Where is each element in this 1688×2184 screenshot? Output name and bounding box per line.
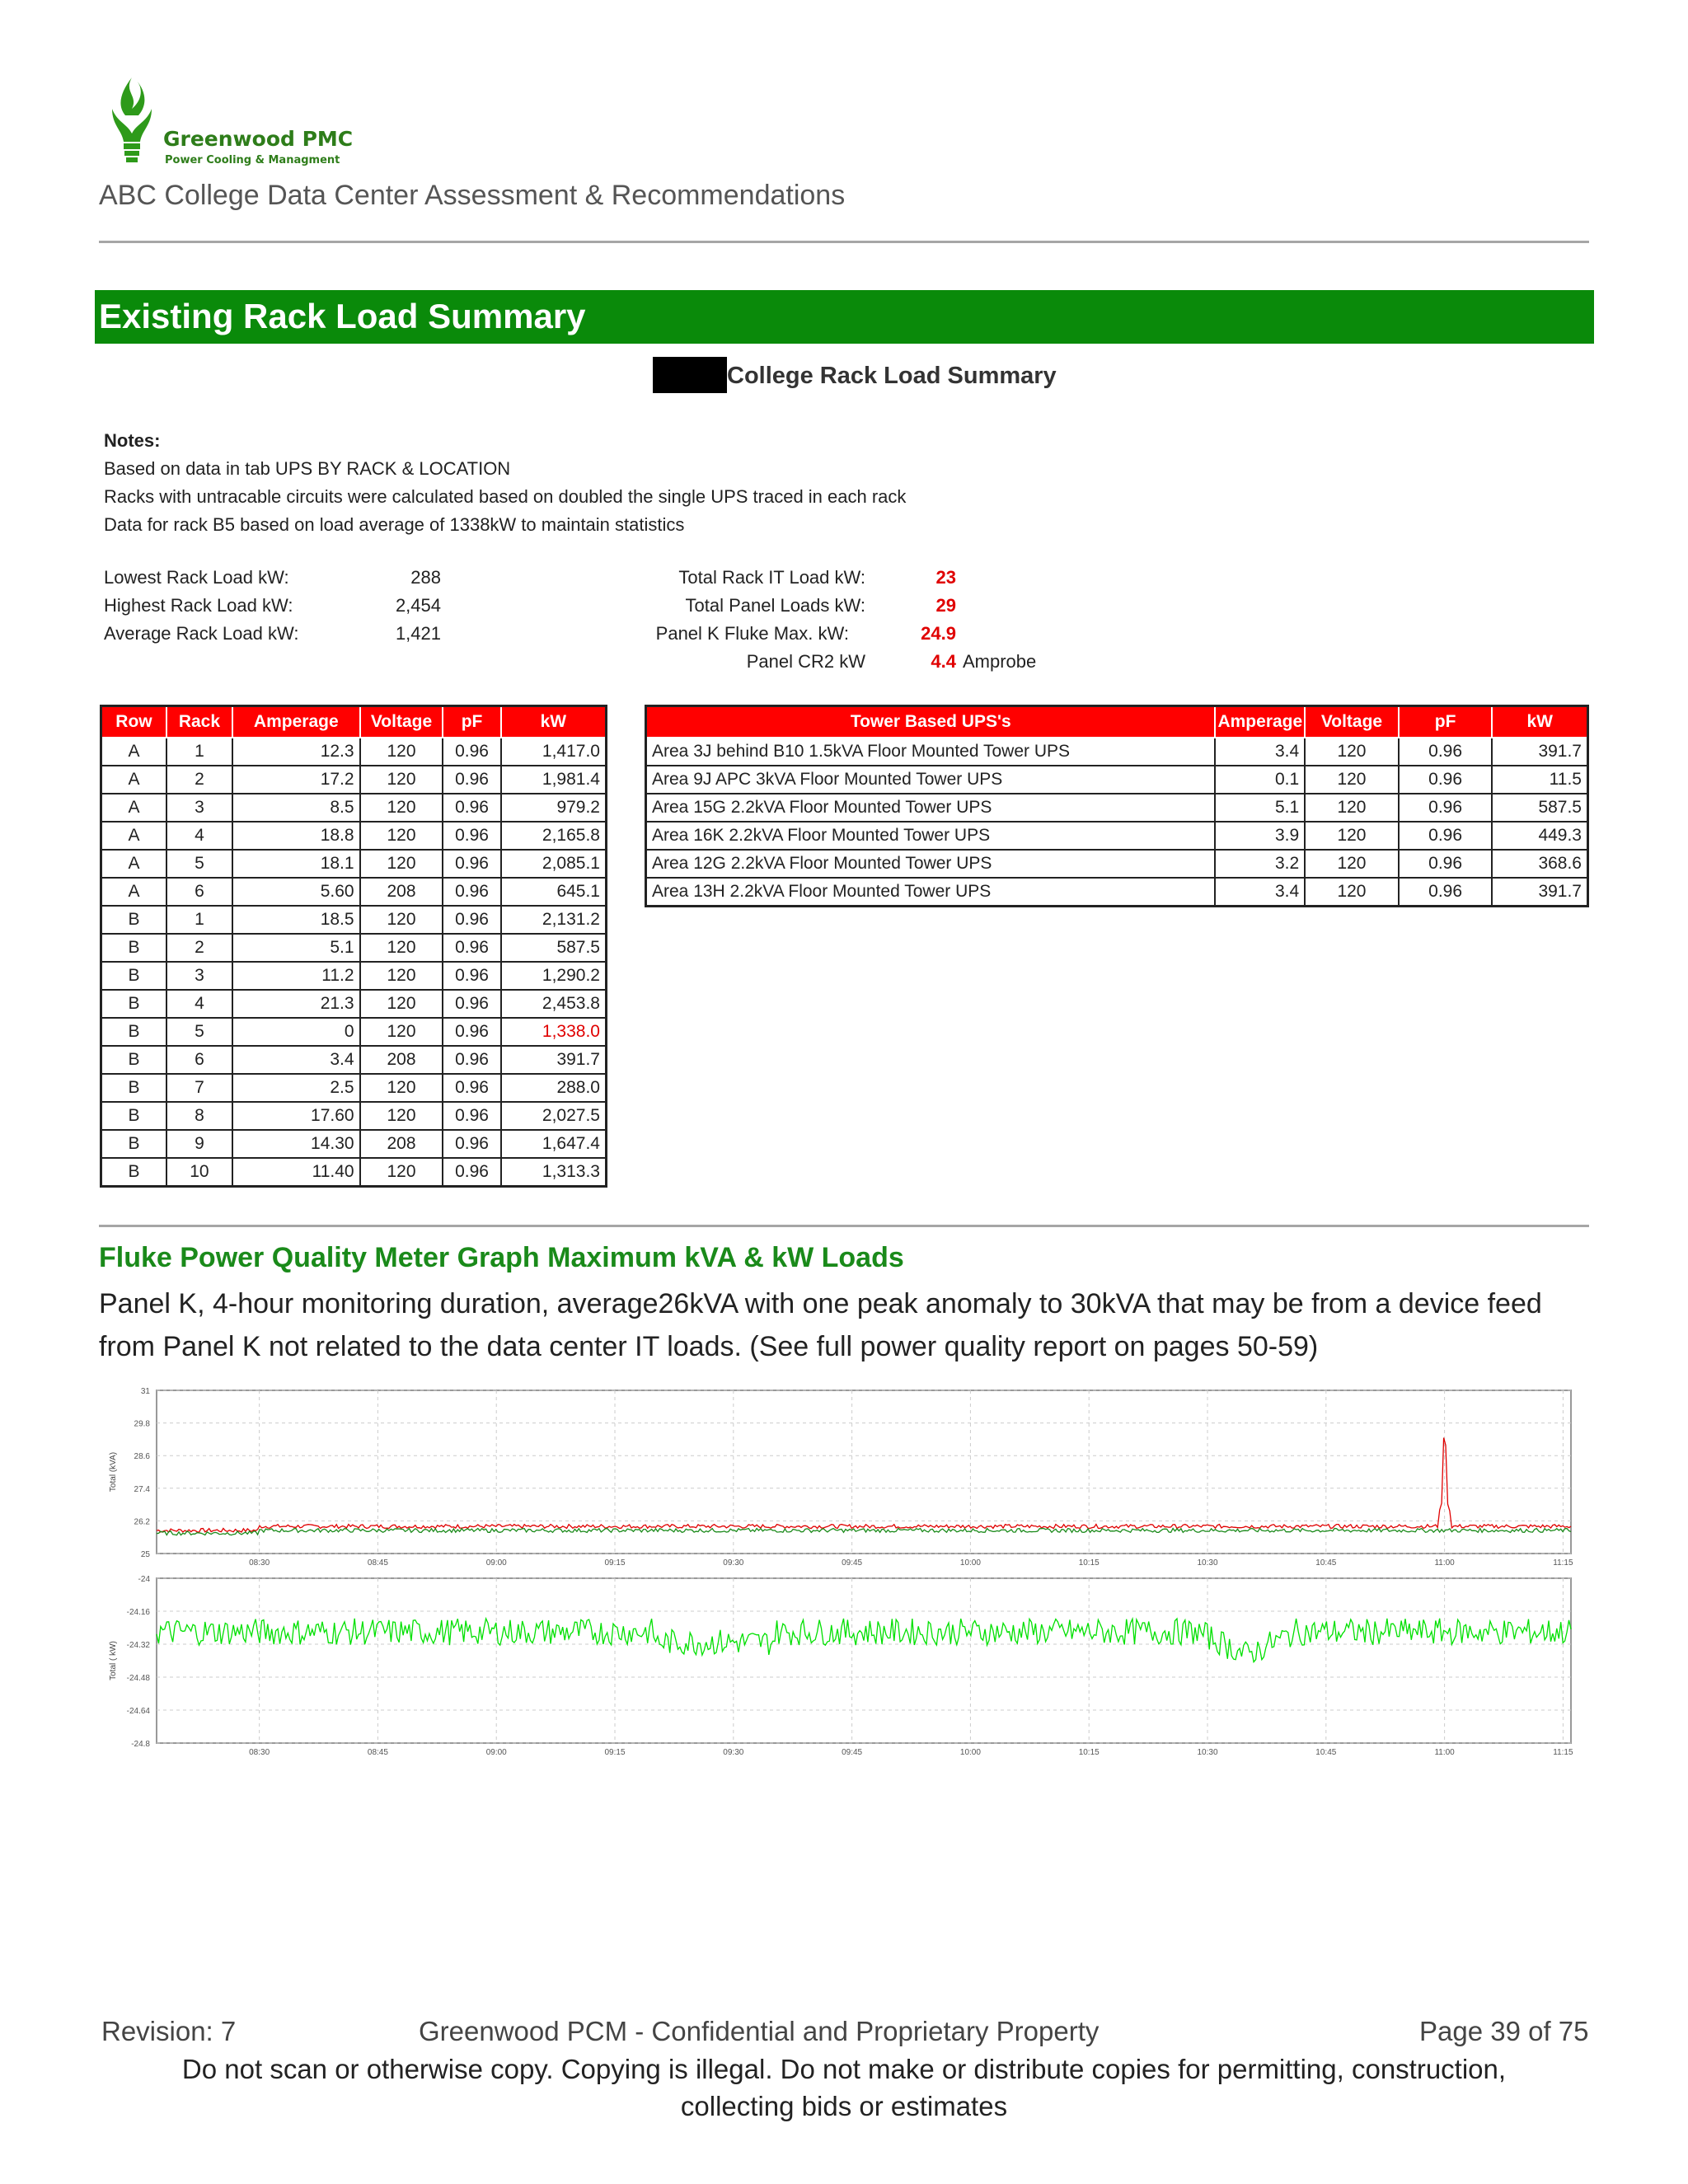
flame-bulb-icon xyxy=(99,76,165,175)
table-cell: 120 xyxy=(360,766,443,794)
sheet-title: College Rack Load Summary xyxy=(727,363,1057,389)
table-cell: 14.30 xyxy=(232,1130,360,1158)
table-row xyxy=(101,906,607,934)
table-cell: 2,453.8 xyxy=(501,990,607,1018)
table-cell: 18.1 xyxy=(232,850,360,878)
table-cell: 0 xyxy=(232,1018,360,1046)
table-cell: 3 xyxy=(166,962,232,990)
table-cell: 0.96 xyxy=(443,794,500,822)
table-cell: 0.96 xyxy=(443,738,500,766)
table-cell: 2,165.8 xyxy=(501,822,607,850)
x-tick-label: 09:00 xyxy=(485,1748,507,1757)
company-logo xyxy=(99,76,396,175)
logo-tagline: Power Cooling & Managment xyxy=(165,154,340,166)
column-header: Amperage xyxy=(1215,706,1305,738)
table-cell: B xyxy=(101,1102,166,1130)
table-cell: 5 xyxy=(166,1018,232,1046)
table-cell: 2.5 xyxy=(232,1074,360,1102)
table-row xyxy=(101,1158,607,1187)
table-cell: 8 xyxy=(166,1102,232,1130)
stat-value: 288 xyxy=(410,567,441,588)
table-cell: A xyxy=(101,766,166,794)
table-cell: 0.96 xyxy=(443,906,500,934)
x-tick-label: 10:30 xyxy=(1197,1748,1218,1757)
table-cell: 8.5 xyxy=(232,794,360,822)
table-row xyxy=(646,822,1588,850)
stat-label: Panel CR2 kW xyxy=(746,651,865,672)
table-row xyxy=(101,878,607,906)
table-cell: B xyxy=(101,906,166,934)
x-tick-label: 10:45 xyxy=(1315,1558,1337,1568)
table-cell: 0.96 xyxy=(443,766,500,794)
y-tick-label: 27.4 xyxy=(134,1484,150,1494)
stat-value: 24.9 xyxy=(921,623,956,644)
rack-load-table xyxy=(100,705,607,1188)
section-header xyxy=(95,290,1594,344)
table-cell: 0.96 xyxy=(1399,878,1493,907)
table-cell: 18.8 xyxy=(232,822,360,850)
table-cell: Area 12G 2.2kVA Floor Mounted Tower UPS xyxy=(646,850,1216,878)
x-tick-label: 10:00 xyxy=(959,1748,981,1757)
table-cell: 0.96 xyxy=(1399,822,1493,850)
notes-block xyxy=(104,427,906,539)
x-tick-label: 10:15 xyxy=(1078,1748,1100,1757)
table-cell: 2 xyxy=(166,934,232,962)
stat-label: Total Panel Loads kW: xyxy=(685,595,865,616)
table-cell: B xyxy=(101,934,166,962)
table-cell: A xyxy=(101,738,166,766)
table-cell: 0.96 xyxy=(443,1018,500,1046)
table-cell: 391.7 xyxy=(501,1046,607,1074)
table-row xyxy=(101,738,607,766)
table-cell: Area 3J behind B10 1.5kVA Floor Mounted Tower UPS xyxy=(646,738,1216,766)
table-row xyxy=(101,1046,607,1074)
table-cell: 120 xyxy=(360,738,443,766)
column-header: Rack xyxy=(166,706,232,738)
table-cell: 391.7 xyxy=(1492,738,1587,766)
table-cell: 2,085.1 xyxy=(501,850,607,878)
table-cell: 0.96 xyxy=(1399,850,1493,878)
x-tick-label: 08:45 xyxy=(367,1558,388,1568)
table-cell: B xyxy=(101,1158,166,1187)
notes-heading: Notes: xyxy=(104,430,161,451)
table-cell: 4 xyxy=(166,990,232,1018)
footer-copy-warning: Do not scan or otherwise copy. Copying is illegal. Do not make or distribute copies for permitting, construction, collecting bids or estimates xyxy=(181,2054,1507,2121)
fluke-heading: Fluke Power Quality Meter Graph Maximum kVA & kW Loads xyxy=(99,1242,904,1273)
table-cell: 2,027.5 xyxy=(501,1102,607,1130)
redaction-block xyxy=(653,357,727,393)
table-cell: 979.2 xyxy=(501,794,607,822)
x-tick-label: 10:00 xyxy=(959,1558,981,1568)
table-cell: 11.40 xyxy=(232,1158,360,1187)
column-header: pF xyxy=(1399,706,1493,738)
table-cell: 5.1 xyxy=(232,934,360,962)
table-cell: 7 xyxy=(166,1074,232,1102)
x-tick-label: 09:30 xyxy=(723,1558,744,1568)
table-cell: B xyxy=(101,1130,166,1158)
footer-page-number: Page 39 of 75 xyxy=(1419,2016,1589,2046)
table-cell: 1,290.2 xyxy=(501,962,607,990)
table-row xyxy=(646,878,1588,907)
x-tick-label: 11:15 xyxy=(1553,1748,1573,1757)
y-tick-label: -24.48 xyxy=(126,1674,150,1683)
table-row xyxy=(101,1130,607,1158)
footer-revision: Revision: 7 xyxy=(101,2016,237,2046)
y-tick-label: 31 xyxy=(140,1387,150,1396)
table-cell: 10 xyxy=(166,1158,232,1187)
table-cell: 1 xyxy=(166,738,232,766)
table-cell: 0.96 xyxy=(443,934,500,962)
table-cell: 3 xyxy=(166,794,232,822)
table-cell: A xyxy=(101,794,166,822)
table-cell: 1,981.4 xyxy=(501,766,607,794)
y-tick-label: -24.16 xyxy=(126,1608,150,1617)
table-cell: 6 xyxy=(166,1046,232,1074)
x-tick-label: 11:00 xyxy=(1434,1748,1455,1757)
table-row xyxy=(101,962,607,990)
x-tick-label: 09:15 xyxy=(604,1558,626,1568)
table-cell: 17.60 xyxy=(232,1102,360,1130)
table-row xyxy=(101,1018,607,1046)
table-cell: 120 xyxy=(360,1074,443,1102)
table-cell: 0.96 xyxy=(1399,738,1493,766)
table-cell: B xyxy=(101,990,166,1018)
table-row xyxy=(646,766,1588,794)
column-header: Voltage xyxy=(1305,706,1399,738)
table-cell: 0.96 xyxy=(443,962,500,990)
table-cell: 1 xyxy=(166,906,232,934)
x-tick-label: 11:00 xyxy=(1434,1558,1455,1568)
table-cell: 120 xyxy=(360,1102,443,1130)
x-tick-label: 09:45 xyxy=(842,1558,863,1568)
table-cell: 120 xyxy=(360,906,443,934)
table-row xyxy=(101,1102,607,1130)
x-tick-label: 09:15 xyxy=(604,1748,626,1757)
table-cell: 587.5 xyxy=(501,934,607,962)
table-cell: 9 xyxy=(166,1130,232,1158)
table-cell: 3.4 xyxy=(1215,878,1305,907)
table-cell: 1,313.3 xyxy=(501,1158,607,1187)
y-tick-label: -24.32 xyxy=(126,1641,150,1650)
stat-label: Total Rack IT Load kW: xyxy=(678,567,865,588)
table-header-row xyxy=(101,706,607,738)
table-cell: 449.3 xyxy=(1492,822,1587,850)
column-header: Voltage xyxy=(360,706,443,738)
table-cell: 120 xyxy=(360,1158,443,1187)
table-cell: 120 xyxy=(360,794,443,822)
column-header: Tower Based UPS's xyxy=(646,706,1216,738)
table-cell: 0.1 xyxy=(1215,766,1305,794)
stat-label: Lowest Rack Load kW: xyxy=(104,567,289,588)
logo-name: Greenwood PMC xyxy=(163,127,354,151)
x-tick-label: 11:15 xyxy=(1553,1558,1573,1568)
table-row xyxy=(646,850,1588,878)
table-cell: 1,647.4 xyxy=(501,1130,607,1158)
table-cell: 120 xyxy=(360,822,443,850)
stat-value: 2,454 xyxy=(395,595,441,616)
fluke-description: Panel K, 4-hour monitoring duration, average26kVA with one peak anomaly to 30kVA that may be from a device feed from Panel K not related to the data center IT loads. (See full power quality report on pages 50-59) xyxy=(99,1288,1542,1362)
note-line: Based on data in tab UPS BY RACK & LOCATION xyxy=(104,458,511,479)
table-cell: 120 xyxy=(1305,766,1399,794)
table-cell: 120 xyxy=(1305,822,1399,850)
table-cell: 5 xyxy=(166,850,232,878)
x-tick-label: 10:15 xyxy=(1078,1558,1100,1568)
table-cell: 120 xyxy=(360,934,443,962)
table-cell: 0.96 xyxy=(443,1158,500,1187)
table-cell: 11.5 xyxy=(1492,766,1587,794)
stat-value: 29 xyxy=(935,595,956,616)
stat-label: Highest Rack Load kW: xyxy=(104,595,293,616)
y-tick-label: 28.6 xyxy=(134,1452,150,1462)
stat-label: Average Rack Load kW: xyxy=(104,623,299,644)
table-cell: 3.4 xyxy=(1215,738,1305,766)
table-cell: 120 xyxy=(1305,738,1399,766)
table-row xyxy=(101,934,607,962)
plot-area xyxy=(157,1578,1571,1743)
table-cell: B xyxy=(101,1046,166,1074)
table-row xyxy=(101,990,607,1018)
table-cell: 0.96 xyxy=(443,1046,500,1074)
table-cell: Area 13H 2.2kVA Floor Mounted Tower UPS xyxy=(646,878,1216,907)
table-cell: 6 xyxy=(166,878,232,906)
y-axis-label: Total ( kW) xyxy=(109,1641,118,1680)
table-cell: 0.96 xyxy=(1399,766,1493,794)
table-cell: 120 xyxy=(360,1018,443,1046)
table-cell: 2,131.2 xyxy=(501,906,607,934)
table-row xyxy=(101,822,607,850)
x-tick-label: 10:45 xyxy=(1315,1748,1337,1757)
table-cell: Area 15G 2.2kVA Floor Mounted Tower UPS xyxy=(646,794,1216,822)
table-cell: 0.96 xyxy=(443,878,500,906)
table-cell: 3.9 xyxy=(1215,822,1305,850)
stat-value: 23 xyxy=(935,567,956,588)
table-cell: B xyxy=(101,962,166,990)
table-row xyxy=(101,1074,607,1102)
table-cell: 288.0 xyxy=(501,1074,607,1102)
column-header: Amperage xyxy=(232,706,360,738)
table-cell: 3.4 xyxy=(232,1046,360,1074)
table-cell: 120 xyxy=(1305,794,1399,822)
table-cell: A xyxy=(101,878,166,906)
y-tick-label: -24.64 xyxy=(126,1707,150,1716)
header-divider xyxy=(99,241,1589,243)
table-cell: Area 9J APC 3kVA Floor Mounted Tower UPS xyxy=(646,766,1216,794)
table-cell: 17.2 xyxy=(232,766,360,794)
x-tick-label: 09:30 xyxy=(723,1748,744,1757)
y-tick-label: 26.2 xyxy=(134,1517,150,1527)
y-tick-label: -24 xyxy=(138,1575,150,1584)
table-cell: 208 xyxy=(360,1046,443,1074)
x-tick-label: 09:00 xyxy=(485,1558,507,1568)
column-header: pF xyxy=(443,706,500,738)
table-cell: B xyxy=(101,1018,166,1046)
column-header: Row xyxy=(101,706,166,738)
x-tick-label: 08:30 xyxy=(249,1558,270,1568)
table-cell: 3.2 xyxy=(1215,850,1305,878)
table-cell: 11.2 xyxy=(232,962,360,990)
column-header: kW xyxy=(501,706,607,738)
y-tick-label: 25 xyxy=(140,1550,150,1559)
table-cell: 12.3 xyxy=(232,738,360,766)
document-title: ABC College Data Center Assessment & Recommendations xyxy=(99,180,846,211)
table-cell: 0.96 xyxy=(443,1074,500,1102)
x-tick-label: 10:30 xyxy=(1197,1558,1218,1568)
section-title: Existing Rack Load Summary xyxy=(99,297,586,335)
table-cell: 368.6 xyxy=(1492,850,1587,878)
table-cell: 120 xyxy=(1305,878,1399,907)
x-tick-label: 09:45 xyxy=(842,1748,863,1757)
table-header-row xyxy=(646,706,1588,738)
table-cell: 2 xyxy=(166,766,232,794)
note-line: Racks with untracable circuits were calculated based on doubled the single UPS traced in each rack xyxy=(104,486,907,507)
x-tick-label: 08:30 xyxy=(249,1748,270,1757)
note-line: Data for rack B5 based on load average of 1338kW to maintain statistics xyxy=(104,514,685,535)
stat-value: 4.4 xyxy=(931,651,956,672)
table-cell: A xyxy=(101,822,166,850)
table-cell: 4 xyxy=(166,822,232,850)
table-cell: 1,417.0 xyxy=(501,738,607,766)
table-cell: Area 16K 2.2kVA Floor Mounted Tower UPS xyxy=(646,822,1216,850)
table-row xyxy=(101,766,607,794)
table-cell: 5.1 xyxy=(1215,794,1305,822)
tower-ups-table xyxy=(645,705,1589,907)
table-cell: 120 xyxy=(1305,850,1399,878)
y-tick-label: -24.8 xyxy=(131,1740,150,1749)
table-cell: 18.5 xyxy=(232,906,360,934)
table-cell: 391.7 xyxy=(1492,878,1587,907)
fluke-power-chart xyxy=(99,1380,1582,1760)
table-cell: A xyxy=(101,850,166,878)
stat-suffix: Amprobe xyxy=(963,651,1037,672)
table-cell: 645.1 xyxy=(501,878,607,906)
table-cell: 208 xyxy=(360,1130,443,1158)
table-cell: 21.3 xyxy=(232,990,360,1018)
table-cell: 0.96 xyxy=(1399,794,1493,822)
table-cell: 120 xyxy=(360,850,443,878)
table-row xyxy=(101,850,607,878)
stat-label: Panel K Fluke Max. kW: xyxy=(655,623,849,644)
table-cell: B xyxy=(101,1074,166,1102)
table-cell: 0.96 xyxy=(443,1130,500,1158)
table-cell: 587.5 xyxy=(1492,794,1587,822)
y-axis-label: Total (kVA) xyxy=(109,1451,118,1493)
table-cell: 5.60 xyxy=(232,878,360,906)
table-cell: 120 xyxy=(360,990,443,1018)
footer-confidential: Greenwood PCM - Confidential and Proprietary Property xyxy=(419,2016,1100,2046)
table-cell: 0.96 xyxy=(443,850,500,878)
table-row xyxy=(101,794,607,822)
table-cell: 208 xyxy=(360,878,443,906)
table-cell: 0.96 xyxy=(443,1102,500,1130)
y-tick-label: 29.8 xyxy=(134,1419,150,1429)
stat-value: 1,421 xyxy=(395,623,441,644)
table-cell: 0.96 xyxy=(443,990,500,1018)
section-divider xyxy=(99,1225,1589,1227)
x-tick-label: 08:45 xyxy=(367,1748,388,1757)
table-cell: 1,338.0 xyxy=(501,1018,607,1046)
table-row xyxy=(646,738,1588,766)
table-cell: 120 xyxy=(360,962,443,990)
table-cell: 0.96 xyxy=(443,822,500,850)
table-row xyxy=(646,794,1588,822)
column-header: kW xyxy=(1492,706,1587,738)
